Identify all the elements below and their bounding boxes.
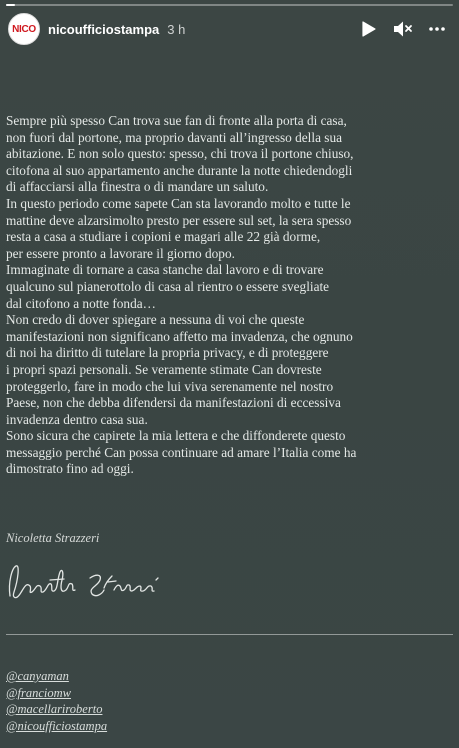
mention-link[interactable]: @macellariroberto <box>6 702 103 716</box>
handwritten-signature <box>6 558 166 613</box>
letter-line: messaggio perché Can possa continuare ad amare l’Italia come ha <box>6 444 357 460</box>
avatar[interactable] <box>8 13 40 45</box>
letter-line: dal citofono a notte fonda… <box>6 295 156 311</box>
letter-line: In questo periodo come sapete Can sta lavorando molto e tutte le <box>6 195 351 211</box>
letter-line: Immaginate di tornare a casa stanche dal lavoro e di trovare <box>6 262 324 278</box>
letter-line: per essere pronto a lavorare il giorno dopo. <box>6 245 235 261</box>
letter-line: Sono sicura che capirete la mia lettera e che diffonderete questo <box>6 428 346 444</box>
post-time: 3 h <box>167 21 186 37</box>
letter-line: Non credo di dover spiegare a nessuna di voi che queste <box>6 312 305 328</box>
username[interactable]: nicoufficiostampa <box>48 21 160 37</box>
mute-button[interactable] <box>393 19 413 39</box>
mentions-list <box>6 668 107 734</box>
mention-link[interactable]: @nicoufficiostampa <box>6 718 108 733</box>
story-controls <box>359 19 447 39</box>
letter-line: di noi ha diritto di tutelare la propria privacy, e di proteggere <box>6 345 329 361</box>
volume-muted-icon <box>393 20 413 38</box>
letter-line: citofona al suo appartamento anche durante la notte chiedendogli <box>6 162 353 178</box>
story-header <box>0 10 459 48</box>
story-progress-fill <box>6 4 15 6</box>
mention-link[interactable]: @franciomw <box>6 685 71 700</box>
play-icon <box>362 21 376 37</box>
letter-line: invadenza dentro casa sua. <box>6 411 148 427</box>
letter-line: Sempre più spesso Can trova sue fan di fronte alla porta di casa, <box>6 113 347 128</box>
letter-line: non fuori dal portone, ma proprio davanti all’ingresso della sua <box>6 129 343 145</box>
letter-line: qualcuno sul pianerottolo di casa al rientro o essere svegliate <box>6 278 330 294</box>
more-options-button[interactable] <box>427 19 447 39</box>
letter-line: manifestazioni non significano affetto ma invadenza, che ognuno <box>6 328 353 344</box>
letter-line: i propri spazi personali. Se veramente stimate Can dovreste <box>6 361 322 377</box>
letter-line: resta a casa a studiare i copioni e magari alle 22 già dorme, <box>6 229 321 245</box>
letter-line: Paese, non che debba difendersi da manifestazioni di eccessiva <box>6 395 341 411</box>
signature-name: Nicoletta Strazzeri <box>6 531 100 545</box>
letter-line: mattine deve alzarsimolto presto per essere sul set, la sera spesso <box>6 212 352 228</box>
letter-line: abitazione. E non solo questo: spesso, chi trova il portone chiuso, <box>6 146 354 162</box>
story-progress-bar <box>6 4 453 6</box>
mention-link[interactable]: @canyaman <box>6 669 69 683</box>
letter-line: proteggerlo, fare in modo che lui viva serenamente nel nostro <box>6 378 334 394</box>
more-options-icon <box>428 26 446 32</box>
letter-line: dimostrato fino ad oggi. <box>6 461 134 477</box>
letter-line: di affacciarsi alla finestra o di mandare un saluto. <box>6 179 269 195</box>
avatar-logo-text: NICO <box>12 23 36 35</box>
letter-text <box>6 113 456 478</box>
divider <box>6 634 453 635</box>
play-button[interactable] <box>359 19 379 39</box>
